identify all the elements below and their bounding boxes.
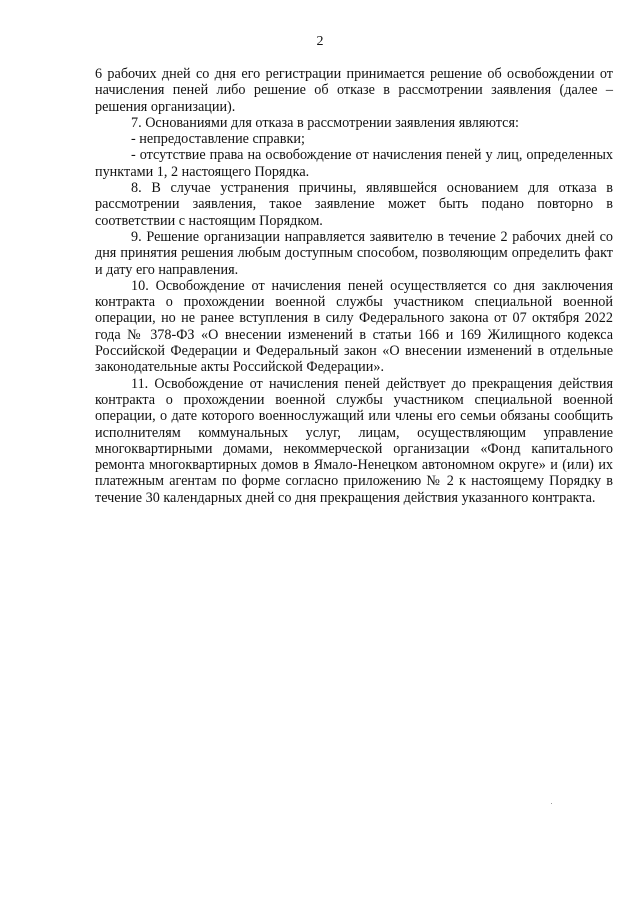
scan-speck — [551, 803, 552, 804]
list-item-no-certificate: - непредоставление справки; — [131, 131, 305, 148]
paragraph-item-10: 10. Освобождение от начисления пеней осуществляется со дня заключения контракта о прохождении военной службы участником специальной военной операции, но не ранее вступления в силу Федерального закона от 07 октября 2022 года № 378-ФЗ «О внесении изменений в статьи 166 и 169 Жилищного кодекса Российской Федерации и Федеральный закон «О внесении изменений в отдельные законодательные акты Российской Федерации». — [95, 277, 613, 376]
paragraph-item-7: 7. Основаниями для отказа в рассмотрении заявления являются: — [131, 114, 519, 131]
list-item-no-right: - отсутствие права на освобождение от начисления пеней у лиц, определенных пунктами 1, 2 настоящего Порядка. — [95, 147, 613, 180]
document-body — [95, 66, 613, 506]
paragraph-continuation: 6 рабочих дней со дня его регистрации принимается решение об освобождении от начисления пеней либо решение об отказе в рассмотрении заявления (далее – решения организации). — [95, 66, 613, 115]
paragraph-item-8: 8. В случае устранения причины, являвшейся основанием для отказа в рассмотрении заявления, такое заявление может быть подано повторно в соответствии с настоящим Порядком. — [95, 180, 613, 229]
page-number: 2 — [316, 34, 324, 49]
paragraph-item-11: 11. Освобождение от начисления пеней действует до прекращения действия контракта о прохождении военной службы участником специальной военной операции, о дате которого военнослужащий или члены его семьи обязаны сообщить исполнителям коммунальных услуг, лицам, осуществляющим управление многоквартирными домами, некоммерческой организации «Фонд капитального ремонта многоквартирных домов в Ямало-Ненецком автономном округе» и (или) их платежным агентам по форме согласно приложению № 2 к настоящему Порядку в течение 30 календарных дней со дня прекращения действия указанного контракта. — [95, 375, 613, 506]
paragraph-item-9: 9. Решение организации направляется заявителю в течение 2 рабочих дней со дня принятия решения любым доступным способом, позволяющим определить факт и дату его направления. — [95, 228, 613, 278]
